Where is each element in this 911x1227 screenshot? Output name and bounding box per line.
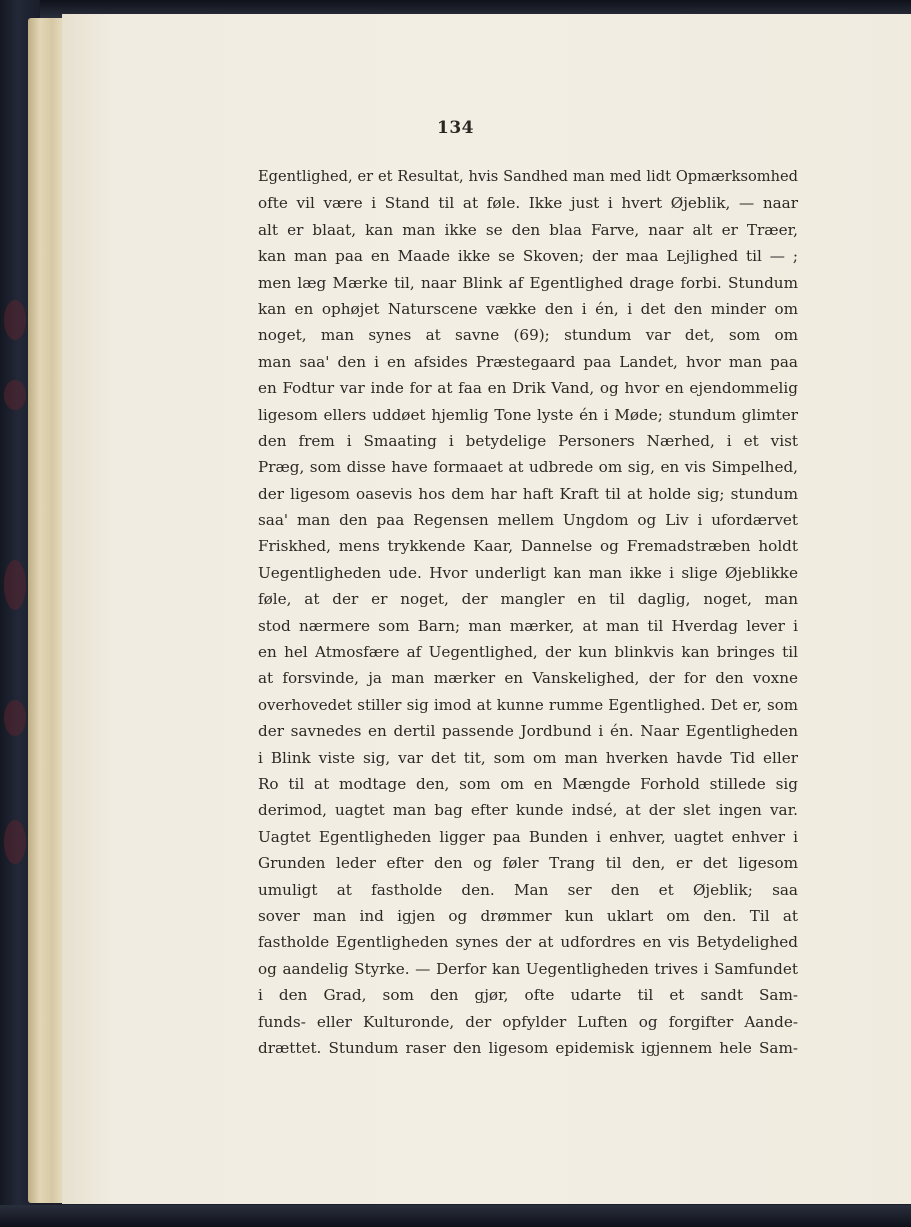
text-line: overhovedet stiller sig imod at kunne rumme Egentlighed. Det er, som (258, 695, 798, 714)
text-line: føle, at der er noget, der mangler en til daglig, noget, man (258, 590, 798, 609)
text-line: der ligesom oasevis hos dem har haft Kraft til at holde sig; stundum (258, 484, 798, 503)
text-line: kan man paa en Maade ikke se Skoven; der maa Lejlighed til — ; (258, 247, 798, 266)
text-line: man saa' den i en afsides Præstegaard paa Landet, hvor man paa (258, 352, 798, 371)
body-text (258, 164, 798, 1061)
text-line: drættet. Stundum raser den ligesom epidemisk igjennem hele Sam- (258, 1038, 798, 1057)
text-line: Ro til at modtage den, som om en Mængde Forhold stillede sig (258, 774, 798, 793)
cover-marbling (4, 300, 26, 340)
text-line: fastholde Egentligheden synes der at udfordres en vis Betydelighed (258, 933, 798, 952)
text-line: ofte vil være i Stand til at føle. Ikke just i hvert Øjeblik, — naar (258, 194, 798, 213)
text-line: en hel Atmosfære af Uegentlighed, der kun blinkvis kan bringes til (258, 643, 798, 662)
text-line: i den Grad, som den gjør, ofte udarte til et sandt Sam- (258, 986, 798, 1005)
cover-marbling (4, 560, 26, 610)
text-line: Egentlighed, er et Resultat, hvis Sandhed man med lidt Opmærksomhed (258, 168, 798, 185)
cover-marbling (4, 380, 26, 410)
text-line: Friskhed, mens trykkende Kaar, Dannelse og Fremadstræben holdt (258, 537, 798, 556)
text-line: der savnedes en dertil passende Jordbund i én. Naar Egentligheden (258, 722, 798, 741)
text-line: derimod, uagtet man bag efter kunde indsé, at der slet ingen var. (258, 801, 798, 820)
text-line: i Blink viste sig, var det tit, som om man hverken havde Tid eller (258, 748, 798, 767)
text-line: Præg, som disse have formaaet at udbrede om sig, en vis Simpelhed, (258, 458, 798, 477)
text-line: Uagtet Egentligheden ligger paa Bunden i enhver, uagtet enhver i (258, 827, 798, 846)
text-line: ligesom ellers uddøet hjemlig Tone lyste én i Møde; stundum glimter (258, 405, 798, 424)
text-line: stod nærmere som Barn; man mærker, at man til Hverdag lever i (258, 616, 798, 635)
text-line: en Fodtur var inde for at faa en Drik Vand, og hvor en ejendommelig (258, 379, 798, 398)
text-line: noget, man synes at savne (69); stundum var det, som om (258, 326, 798, 345)
text-line: sover man ind igjen og drømmer kun uklart om den. Til at (258, 906, 798, 925)
text-line: kan en ophøjet Naturscene vække den i én, i det den minder om (258, 299, 798, 318)
text-line: den frem i Smaating i betydelige Personers Nærhed, i et vist (258, 431, 798, 450)
text-line: saa' man den paa Regensen mellem Ungdom og Liv i ufordærvet (258, 511, 798, 530)
text-line: men læg Mærke til, naar Blink af Egentlighed drage forbi. Stundum (258, 273, 798, 292)
text-line: at forsvinde, ja man mærker en Vanskelighed, der for den voxne (258, 669, 798, 688)
text-line: Grunden leder efter den og føler Trang til den, er det ligesom (258, 854, 798, 873)
cover-marbling (4, 700, 26, 736)
text-line: funds- eller Kulturonde, der opfylder Luften og forgifter Aande- (258, 1012, 798, 1031)
text-line: alt er blaat, kan man ikke se den blaa Farve, naar alt er Træer, (258, 220, 798, 239)
text-line: Uegentligheden ude. Hvor underligt kan man ikke i slige Øjeblikke (258, 563, 798, 582)
text-line: og aandelig Styrke. — Derfor kan Uegentligheden trives i Samfundet (258, 959, 798, 978)
text-line: umuligt at fastholde den. Man ser den et Øjeblik; saa (258, 880, 798, 899)
page-number: 134 (437, 118, 474, 138)
book-bottom-edge (0, 1205, 911, 1227)
cover-marbling (4, 820, 26, 864)
